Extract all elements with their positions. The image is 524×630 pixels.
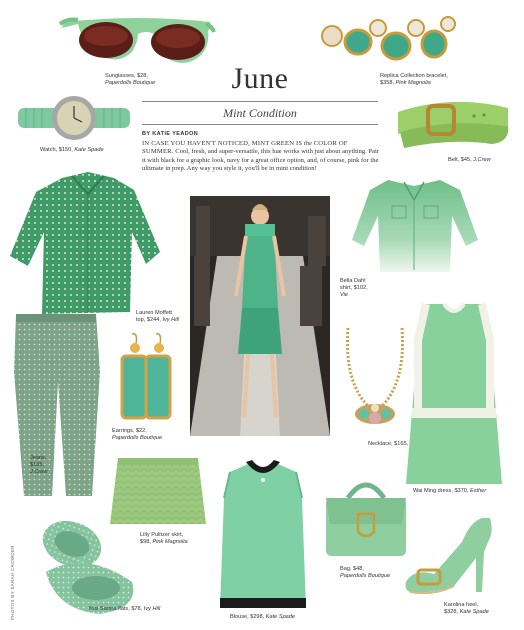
sunglasses-image [58, 14, 216, 72]
bag-store: Paperdolls Boutique [340, 573, 391, 579]
watch-store: Kate Spade [74, 147, 104, 153]
page-title: June [231, 62, 289, 95]
earrings-caption [112, 428, 162, 442]
watch-caption [40, 147, 104, 154]
jeans-price: $135, [30, 462, 44, 468]
sunglasses-caption [105, 73, 155, 87]
polka-top-caption [136, 310, 179, 324]
runway-photo [190, 196, 330, 436]
belt-image [392, 92, 514, 152]
bag-image [322, 476, 410, 560]
bracelet-price-store: $358, Pink Magnolia [380, 80, 431, 86]
flats-image [36, 510, 146, 616]
bracelet-caption [380, 73, 448, 87]
polka-top-image [8, 172, 168, 320]
intro-lead-2: COLOR OF SUMMER. [142, 140, 348, 156]
byline: BY KATIE YEADON [142, 131, 199, 137]
jeans-caption [30, 455, 47, 476]
shirt-name: Bella Dahl [340, 278, 366, 284]
skirt-name: Lilly Pulitzer skirt, [140, 532, 184, 538]
bracelet-name: Replica Collection bracelet, [380, 73, 448, 79]
belt-store: J.Crew [473, 157, 491, 163]
blouse-name: Blouse, $298, [230, 614, 265, 620]
flats-store: Ivy Hill [143, 606, 161, 612]
flats-name: Yosi Samra flats, $78, [88, 606, 143, 612]
necklace-name: Necklace, $165, [368, 441, 409, 447]
jeans-name: Jeans, [30, 455, 47, 461]
heel-price-store: $328, Kate Spade [444, 609, 489, 615]
title-divider-bottom [142, 124, 378, 125]
skirt-price-store: $98, Pink Magnolia [140, 539, 188, 545]
blouse-caption [230, 614, 295, 621]
dress-name: Wai Ming dress, $370, [413, 488, 469, 494]
blouse-image [210, 458, 316, 610]
polka-top-name: Lauren Moffett [136, 310, 172, 316]
shirt-caption [340, 278, 368, 299]
belt-name: Belt, $45, [448, 157, 472, 163]
intro-lead: IN CASE YOU HAVEN'T NOTICED, MINT GREEN IS [142, 140, 303, 147]
belt-caption [448, 157, 491, 164]
shirt-store: Vie [340, 292, 348, 298]
page-subtitle: Mint Condition [223, 106, 297, 120]
polka-top-price-store: top, $244, Ivy Hill [136, 317, 179, 323]
bag-name: Bag, $48, [340, 566, 364, 572]
dress-store: Esther [470, 488, 487, 494]
jeans-image [12, 312, 102, 498]
jeans-store: J.Crew [30, 469, 48, 475]
dress-image [404, 300, 504, 486]
watch-name: Watch, $150, [40, 147, 73, 153]
heel-image [404, 512, 496, 596]
shirt-price: shirt, $102, [340, 285, 368, 291]
title-divider-top [142, 101, 378, 102]
earrings-name: Earrings, $22, [112, 428, 147, 434]
earrings-store: Paperdolls Boutique [112, 435, 163, 441]
heel-caption [444, 602, 489, 616]
intro-body: Cool, fresh, and super-versatile, this hue works with just about anything. Pair it with black for a graphic look, navy for a great office option, and, of course, pink for the ultimate in prep. Any way you style it, you'll be in mint condition! [142, 148, 379, 173]
heel-name: Karolina heel, [444, 602, 479, 608]
sunglasses-store: Paperdolls Boutique [105, 80, 156, 86]
skirt-caption [140, 532, 188, 546]
watch-image [18, 96, 130, 142]
earrings-image [116, 332, 172, 422]
shirt-image [348, 176, 482, 274]
bag-caption [340, 566, 390, 580]
necklace-image [340, 324, 410, 434]
intro-emphasis: the [303, 140, 312, 147]
sunglasses-name: Sunglasses, $28, [105, 73, 148, 79]
flats-caption [88, 606, 160, 613]
dress-caption [413, 488, 486, 495]
blouse-store: Kate Spade [265, 614, 296, 620]
intro-paragraph [142, 140, 380, 174]
bracelet-image [318, 14, 458, 70]
photo-credit: PHOTOS BY SARAH CROWDER [10, 545, 15, 620]
